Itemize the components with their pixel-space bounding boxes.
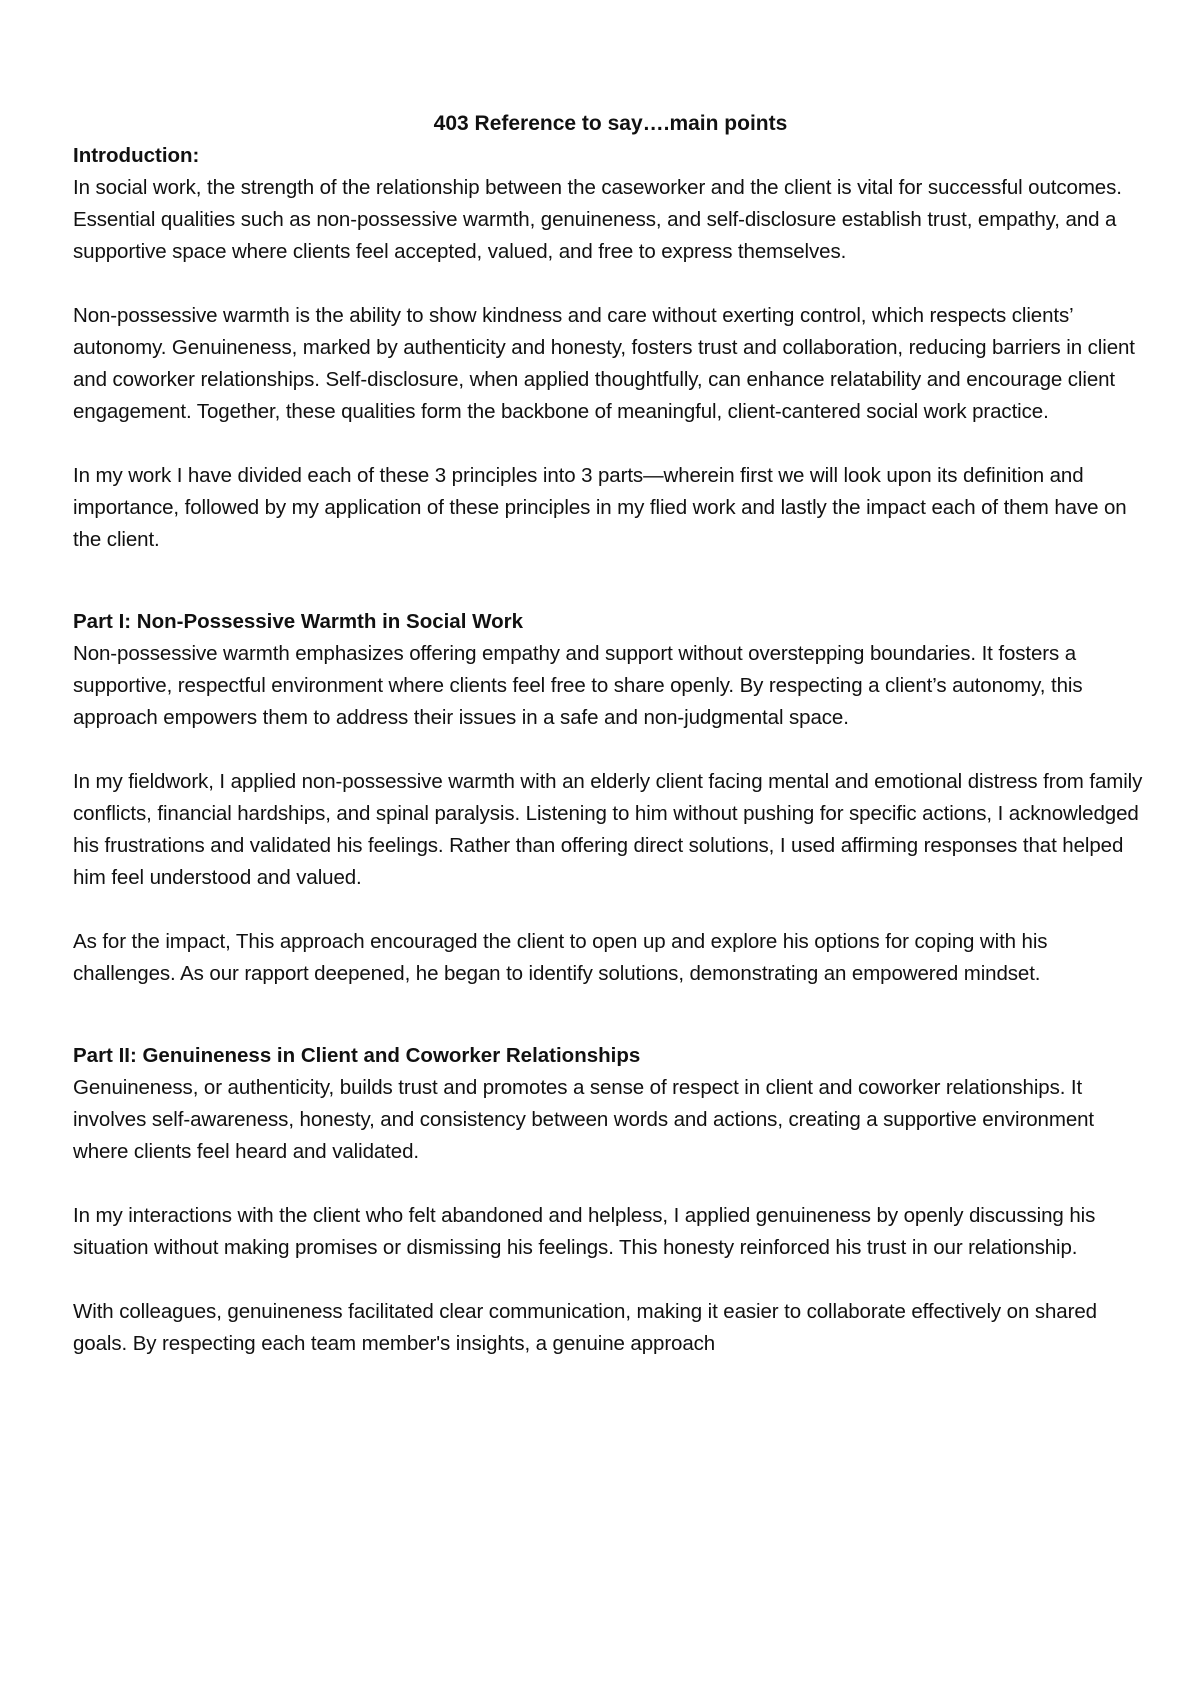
- intro-heading: Introduction:: [73, 144, 200, 167]
- paragraph-gap: [73, 734, 1148, 766]
- part1-paragraph-1: Non-possessive warmth emphasizes offering empathy and support without overstepping boundaries. It fosters a supportive, respectful environment where clients feel free to share openly. By respecting a client’s autonomy, this approach empowers them to address their issues in a safe and non-judgmental space.: [73, 642, 1083, 729]
- paragraph-gap: [73, 1168, 1148, 1200]
- part2-heading: Part II: Genuineness in Client and Coworker Relationships: [73, 1044, 641, 1067]
- part2-paragraph-2: In my interactions with the client who felt abandoned and helpless, I applied genuineness by openly discussing his situation without making promises or dismissing his feelings. This honesty reinforced his trust in our relationship.: [73, 1204, 1096, 1259]
- part1-heading: Part I: Non-Possessive Warmth in Social Work: [73, 610, 523, 633]
- paragraph-gap: [73, 428, 1148, 460]
- part2-paragraph-3: With colleagues, genuineness facilitated clear communication, making it easier to collaborate effectively on shared goals. By respecting each team member's insights, a genuine approach: [73, 1300, 1097, 1355]
- part1-paragraph-3: As for the impact, This approach encouraged the client to open up and explore his options for coping with his challenges. As our rapport deepened, he began to identify solutions, demonstrating an empowered mindset.: [73, 930, 1048, 985]
- paragraph-gap: [73, 268, 1148, 300]
- part1-paragraph-2: In my fieldwork, I applied non-possessive warmth with an elderly client facing mental and emotional distress from family conflicts, financial hardships, and spinal paralysis. Listening to him without pushing for specific actions, I acknowledged his frustrations and validated his feelings. Rather than offering direct solutions, I used affirming responses that helped him feel understood and valued.: [73, 770, 1143, 889]
- document-title: 403 Reference to say….main points: [433, 112, 788, 135]
- intro-paragraph-3: In my work I have divided each of these 3 principles into 3 parts—wherein first we will look upon its definition and importance, followed by my application of these principles in my flied work and lastly the impact each of them have on the client.: [73, 464, 1127, 551]
- intro-paragraph-1: In social work, the strength of the relationship between the caseworker and the client is vital for successful outcomes. Essential qualities such as non-possessive warmth, genuineness, and self-disclosure establish trust, empathy, and a supportive space where clients feel accepted, valued, and free to express themselves.: [73, 176, 1122, 263]
- paragraph-gap: [73, 1264, 1148, 1296]
- section-gap: [73, 556, 1148, 606]
- intro-paragraph-2: Non-possessive warmth is the ability to show kindness and care without exerting control, which respects clients’ autonomy. Genuineness, marked by authenticity and honesty, fosters trust and collaboration, reducing barriers in client and coworker relationships. Self-disclosure, when applied thoughtfully, can enhance relatability and encourage client engagement. Together, these qualities form the backbone of meaningful, client-cantered social work practice.: [73, 304, 1135, 423]
- paragraph-gap: [73, 894, 1148, 926]
- document-body: [73, 108, 1148, 1360]
- section-gap: [73, 990, 1148, 1040]
- part2-paragraph-1: Genuineness, or authenticity, builds trust and promotes a sense of respect in client and coworker relationships. It involves self-awareness, honesty, and consistency between words and actions, creating a supportive environment where clients feel heard and validated.: [73, 1076, 1095, 1163]
